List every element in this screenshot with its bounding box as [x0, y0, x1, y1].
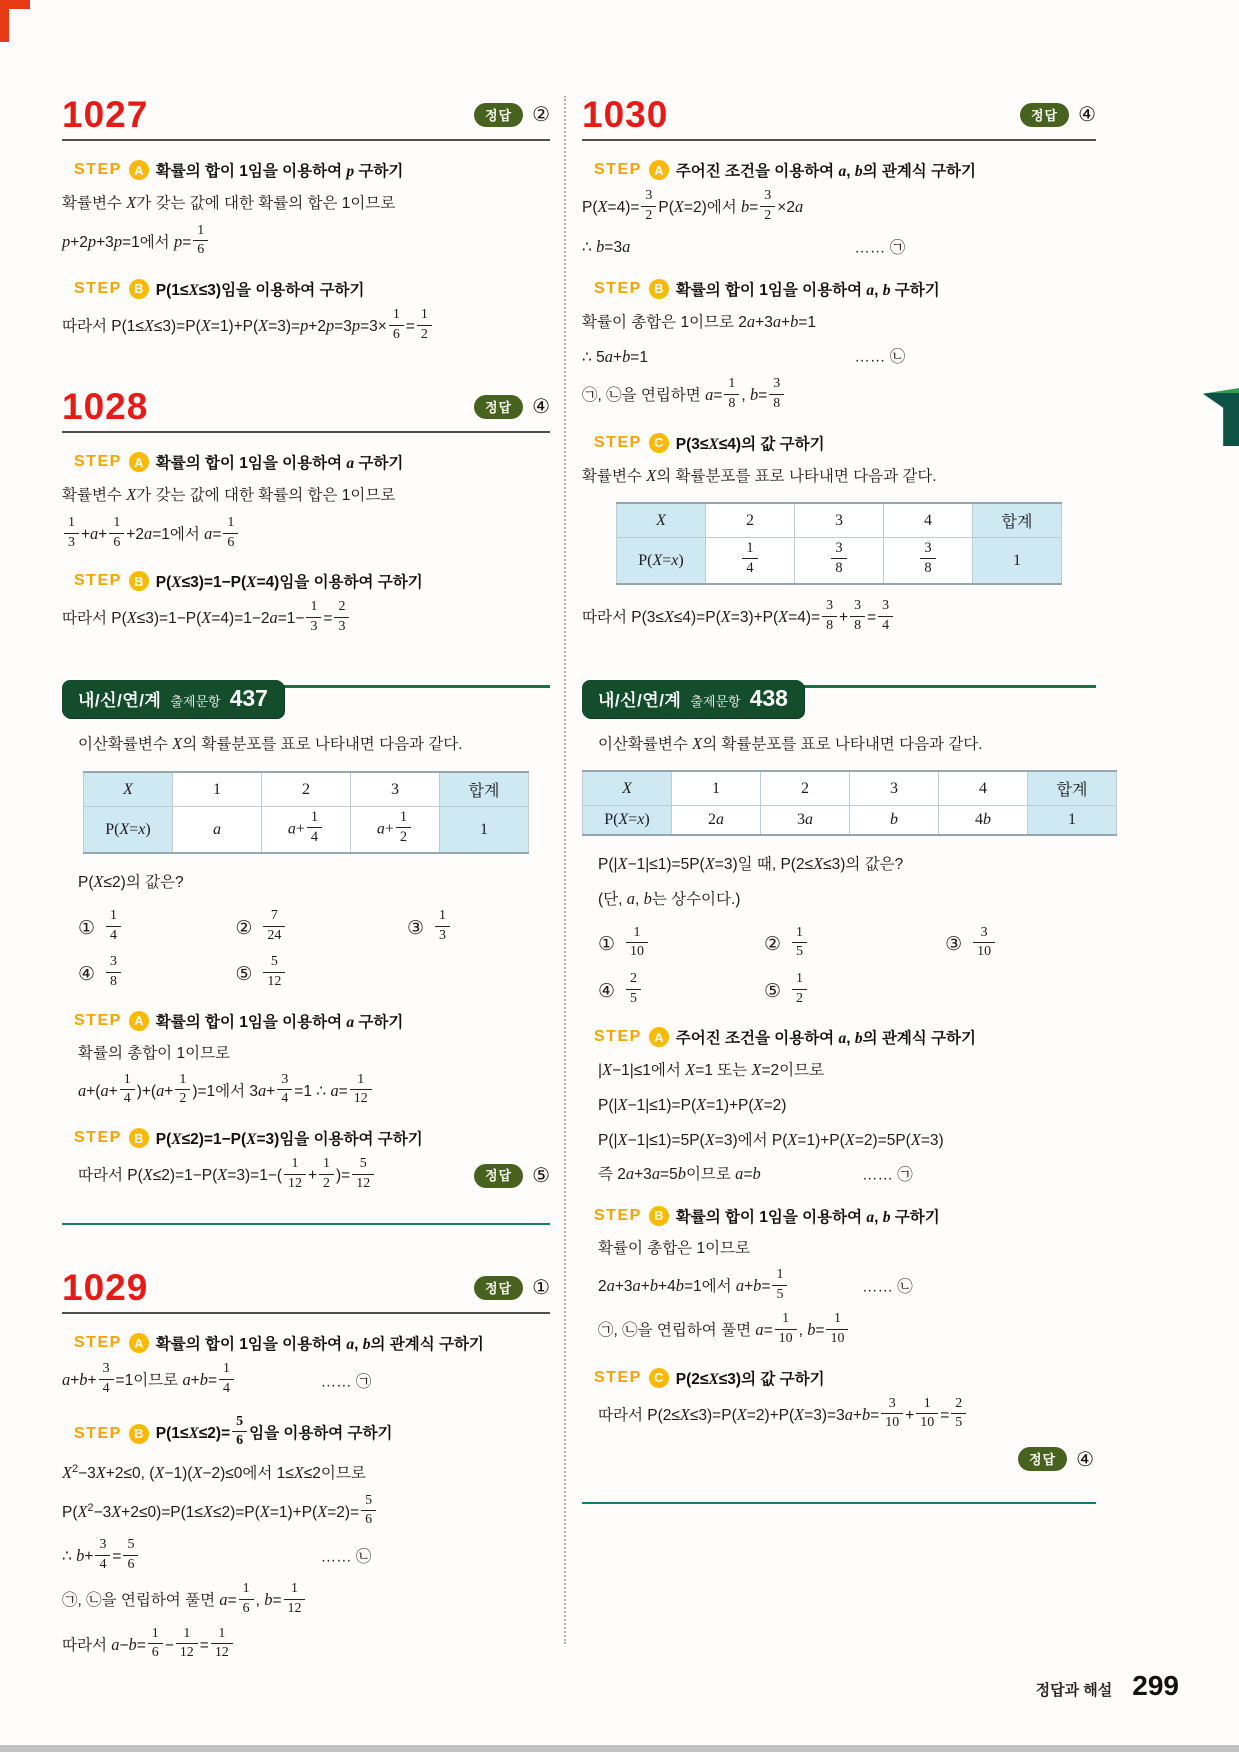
- page-footer: [1036, 1670, 1179, 1702]
- badge-rule: [787, 685, 1096, 688]
- answer-number: ②: [532, 104, 550, 126]
- solution-line: P(X=4)= $\frac{3}{2}$ P(X=2)에서 b= $\frac{3}{2}$ ×2a: [582, 188, 804, 223]
- fraction: $\frac{3}{8}$: [822, 599, 837, 633]
- step-label: STEP: [594, 1368, 642, 1386]
- fraction: $\frac{2}{5}$: [951, 1397, 966, 1431]
- fraction: $\frac{1}{3}$: [64, 516, 79, 550]
- fraction: $\frac{3}{2}$: [760, 189, 775, 223]
- fraction: $\frac{1}{10}$: [916, 1397, 938, 1431]
- step-label: STEP: [74, 1424, 122, 1442]
- step-header: [74, 1332, 550, 1354]
- table-cell: X: [84, 772, 173, 807]
- reference-tag: …… ㉠: [861, 1165, 913, 1183]
- fraction: $\frac{3}{4}$: [878, 599, 893, 633]
- inline-answer: [474, 1161, 550, 1191]
- step-title: 확률의 합이 1임을 이용하여 a, b 구하기: [675, 1208, 940, 1226]
- solution-line: 확률이 총합은 1이므로 2a+3a+b=1: [582, 311, 817, 331]
- option-value: [790, 924, 809, 962]
- table-row: [84, 807, 529, 854]
- problem-header: [62, 96, 550, 133]
- step-title: 주어진 조건을 이용하여 a, b의 관계식 구하기: [675, 163, 977, 180]
- option-value: [261, 954, 287, 991]
- footer-label: 정답과 해설: [1035, 1682, 1113, 1699]
- reference-tag: …… ㉡: [320, 1548, 372, 1566]
- fraction: $\frac{1}{4}$: [742, 541, 757, 576]
- header-rule: [62, 139, 550, 141]
- table-header-row: [84, 772, 529, 807]
- fraction: $\frac{1}{12}$: [284, 1582, 306, 1616]
- section-437: [62, 680, 550, 1225]
- bookmark-tab: [1203, 388, 1239, 446]
- table-cell: 4: [884, 503, 973, 538]
- solution-line: a+b+ $\frac{3}{4}$ =1이므로 a+b= $\frac{1}{4}$ …… ㉠: [62, 1361, 372, 1397]
- problem-answer: [474, 394, 550, 425]
- answer-number: ⑤: [532, 1165, 550, 1188]
- header-rule: [62, 1312, 550, 1314]
- distribution-table: [83, 771, 529, 854]
- fraction: $\frac{1}{2}$: [417, 308, 432, 342]
- table-cell: a+ $\frac{1}{4}$: [262, 807, 351, 854]
- table-cell: [795, 538, 884, 585]
- step-label: STEP: [74, 161, 122, 178]
- step-label: STEP: [594, 161, 642, 178]
- step-label: STEP: [74, 572, 122, 590]
- distribution-table: [616, 502, 1062, 585]
- step-label: STEP: [594, 1028, 642, 1046]
- step-title: 주어진 조건을 이용하여 a, b의 관계식 구하기: [675, 1030, 977, 1048]
- problem-header: [62, 386, 550, 428]
- fraction: $\frac{3}{10}$: [881, 1397, 903, 1431]
- fraction: $\frac{5}{12}$: [263, 955, 285, 989]
- fraction: $\frac{1}{10}$: [626, 926, 648, 960]
- step-letter-badge: B: [129, 1424, 149, 1444]
- step-header: [74, 1010, 550, 1032]
- step-letter-badge: B: [129, 571, 149, 591]
- step-letter-badge: A: [649, 160, 669, 180]
- reference-tag: …… ㉠: [320, 1372, 372, 1390]
- solution-line: ㉠, ㉡을 연립하면 a= $\frac{1}{8}$ , b= $\frac{3}{8}$: [582, 379, 1096, 413]
- fraction: $\frac{3}{10}$: [973, 926, 995, 960]
- left-column: [62, 96, 550, 1707]
- option-mark: ②: [235, 917, 253, 939]
- fraction: $\frac{5}{6}$: [123, 1538, 138, 1572]
- table-cell: 4b: [939, 806, 1028, 836]
- step-letter-badge: B: [129, 1128, 149, 1148]
- fraction: $\frac{1}{12}$: [284, 1157, 306, 1191]
- option-item: [78, 954, 235, 991]
- fraction: $\frac{2}{5}$: [626, 972, 641, 1006]
- solution-line: 즉 2a+3a=5b이므로 a=b …… ㉠: [598, 1162, 1096, 1187]
- solution-line: ∴ b=3a …… ㉠: [582, 235, 1096, 260]
- option-item: [945, 924, 1096, 962]
- solution-line: 따라서 P(3≤X≤4)=P(X=3)+P(X=4)= $\frac{3}{8}$ + $\frac{3}{8}$ = $\frac{3}{4}$: [582, 601, 1096, 635]
- option-mark: ②: [764, 934, 782, 956]
- step-header: [594, 1205, 1096, 1227]
- section-1029: [62, 1269, 550, 1663]
- solution-line: $P(X^2-3X+2\le 0)=P(1\le X\le 2)=P(X=1)+P(X=2)=$ $\frac{5}{6}$: [62, 1496, 550, 1530]
- step-title: 확률의 합이 1임을 이용하여 a 구하기: [155, 455, 404, 473]
- answer-number: ④: [1076, 1448, 1094, 1471]
- fraction: $\frac{5}{12}$: [352, 1157, 374, 1191]
- fraction: $\frac{7}{24}$: [263, 909, 285, 943]
- header-rule: [582, 139, 1096, 141]
- solution-line: P(X≤2)의 값은?: [78, 872, 184, 892]
- fraction: $\frac{1}{6}$: [148, 1627, 163, 1661]
- problem-number: 1028: [62, 386, 149, 428]
- option-value: [433, 908, 452, 945]
- option-mark: ④: [598, 980, 616, 1002]
- section-438: [582, 680, 1096, 1504]
- fraction: $\frac{1}{12}$: [176, 1627, 198, 1661]
- right-column: [582, 96, 1096, 1548]
- fraction: $\frac{1}{2}$: [792, 972, 807, 1006]
- fraction: $\frac{3}{4}$: [277, 1073, 292, 1107]
- solution-line: 확률이 총합은 1이므로: [598, 1239, 750, 1257]
- table-cell: 1: [672, 771, 761, 806]
- section-1027: [62, 96, 550, 344]
- answer-options: [598, 924, 1096, 1009]
- table-row: [617, 538, 1062, 585]
- answer-badge: 정답: [474, 1164, 523, 1189]
- answer-badge: 정답: [474, 103, 523, 127]
- answer-number: ④: [1078, 104, 1096, 126]
- table-cell: 2: [761, 771, 850, 806]
- solution-line: ∴ b+ $\frac{3}{4}$ = $\frac{5}{6}$ …… ㉡: [62, 1537, 372, 1572]
- reference-tag: …… ㉡: [854, 348, 906, 366]
- option-mark: ⑤: [235, 963, 253, 985]
- option-item: [764, 924, 945, 962]
- step-letter-badge: A: [129, 160, 149, 180]
- option-value: [624, 970, 643, 1008]
- solution-line: P(|X−1|≤1)=5P(X=3)에서 P(X=1)+P(X=2)=5P(X=3): [598, 1129, 944, 1149]
- solution-line: $\frac{1}{3}$ +a+ $\frac{1}{6}$ +2a=1에서 a= $\frac{1}{6}$: [62, 518, 550, 552]
- solution-line: P(|X−1|≤1)=5P(X=3)일 때, P(2≤X≤3)의 값은?: [598, 854, 904, 874]
- option-item: [598, 970, 764, 1008]
- option-item: [764, 970, 945, 1008]
- badge-number: 437: [229, 685, 268, 712]
- fraction: $\frac{1}{5}$: [792, 926, 807, 960]
- step-title: P(3≤X≤4)의 값 구하기: [675, 435, 825, 453]
- solution-text: 확률변수 X가 갖는 값에 대한 확률의 합은 1이므로: [62, 193, 396, 212]
- step-letter-badge: A: [649, 1027, 669, 1047]
- table-header-row: [583, 771, 1117, 806]
- solution-line: a+(a+ $\frac{1}{4}$ )+(a+ $\frac{1}{2}$ )=1에서 3a+ $\frac{3}{4}$ =1 ∴ a= $\frac{1}{12}$: [78, 1075, 550, 1109]
- solution-line: 따라서 P(X≤3)=1−P(X=4)=1−2a=1− $\frac{1}{3}$ = $\frac{2}{3}$: [62, 602, 550, 636]
- step-label: STEP: [74, 1129, 122, 1147]
- section-1030: [582, 96, 1096, 636]
- fraction: $\frac{1}{6}$: [223, 516, 238, 550]
- problem-header: [582, 96, 1096, 133]
- fraction: $\frac{1}{5}$: [772, 1268, 787, 1302]
- bottom-edge-strip: [0, 1745, 1239, 1752]
- fraction: $\frac{1}{6}$: [109, 516, 124, 550]
- reference-tag: …… ㉠: [854, 238, 906, 256]
- fraction: $\frac{1}{6}$: [239, 1582, 254, 1616]
- solution-line: ㉠, ㉡을 연립하여 풀면 a= $\frac{1}{10}$ , b= $\frac{1}{10}$: [598, 1314, 1096, 1348]
- fraction: $\frac{5}{6}$: [232, 1415, 247, 1449]
- badge-rule: [267, 685, 550, 688]
- step-label: STEP: [74, 453, 122, 471]
- solution-line: P(|X−1|≤1)=P(X=1)+P(X=2): [598, 1094, 787, 1114]
- fraction: $\frac{5}{6}$: [361, 1494, 376, 1528]
- fraction: $\frac{1}{8}$: [724, 377, 739, 411]
- step-letter-badge: C: [649, 1368, 669, 1388]
- step-letter-badge: B: [649, 1206, 669, 1226]
- option-mark: ⑤: [764, 980, 782, 1002]
- solution-line: ∴ 5a+b=1 …… ㉡: [582, 345, 1096, 370]
- solution-text: 확률의 총합이 1이므로: [78, 1044, 230, 1062]
- table-cell: 1: [973, 538, 1062, 585]
- solution-text: 이산확률변수 X의 확률분포를 표로 나타내면 다음과 같다.: [78, 734, 463, 754]
- answer-badge: 정답: [1020, 103, 1069, 127]
- option-item: [78, 908, 235, 945]
- step-label: STEP: [74, 279, 122, 297]
- table-cell: 2: [706, 503, 795, 538]
- problem-answer: [474, 1275, 550, 1306]
- step-header: [74, 1127, 550, 1149]
- table-cell: 4: [939, 771, 1028, 806]
- step-header: [594, 1026, 1096, 1048]
- linked-problem-badge: [62, 680, 284, 718]
- problem-answer: [474, 102, 550, 133]
- fraction: $\frac{3}{4}$: [99, 1362, 114, 1396]
- solution-line: ㉠, ㉡을 연립하여 풀면 a= $\frac{1}{6}$ , b= $\frac{1}{12}$: [62, 1584, 550, 1618]
- table-cell: P(X=x): [617, 538, 706, 585]
- option-item: [406, 908, 550, 945]
- answer-row: [584, 1447, 1094, 1472]
- table-cell: 3: [351, 772, 440, 807]
- section-divider: [582, 1502, 1096, 1504]
- badge-number: 438: [749, 684, 788, 711]
- badge-sub-label: 출제문항: [690, 693, 741, 709]
- badge-series-label: 내/신/연/계: [78, 691, 162, 711]
- fraction: $\frac{3}{8}$: [769, 377, 784, 411]
- step-title: 확률의 합이 1임을 이용하여 a, b 구하기: [675, 281, 940, 299]
- step-label: STEP: [594, 433, 642, 451]
- header-rule: [62, 431, 550, 433]
- step-letter-badge: C: [649, 433, 669, 453]
- solution-line: 따라서 a−b= $\frac{1}{6}$ − $\frac{1}{12}$ = $\frac{1}{12}$: [62, 1629, 550, 1663]
- option-mark: ①: [598, 934, 616, 956]
- step-label: STEP: [74, 1334, 122, 1352]
- step-header: [74, 278, 550, 300]
- step-header: [594, 159, 1096, 181]
- badge-sub-label: 출제문항: [170, 694, 221, 710]
- solution-text: 이산확률변수 X의 확률분포를 표로 나타내면 다음과 같다.: [598, 733, 983, 753]
- step-letter-badge: B: [129, 279, 149, 299]
- problem-number: 1030: [582, 94, 669, 135]
- table-header-row: [617, 503, 1062, 538]
- step-label: STEP: [74, 1011, 122, 1029]
- fraction: $\frac{1}{4}$: [120, 1073, 135, 1107]
- fraction: $\frac{1}{4}$: [106, 909, 121, 943]
- option-mark: ③: [406, 917, 425, 939]
- fraction: $\frac{3}{8}$: [106, 955, 121, 989]
- solution-line: $X^2-3X+2\le 0$, (X−1)(X−2)≤0에서 1≤X≤2이므로: [62, 1462, 366, 1483]
- distribution-table: [582, 770, 1117, 836]
- solution-text: 확률변수 X가 갖는 값에 대한 확률의 합은 1이므로: [62, 485, 396, 505]
- table-cell: 3: [795, 503, 884, 538]
- table-cell: [884, 538, 973, 585]
- fraction: $\frac{1}{6}$: [389, 308, 404, 342]
- problem-number: 1029: [62, 1267, 149, 1309]
- problem-answer: [1020, 102, 1096, 133]
- step-title: P(X≤2)=1−P(X=3)임을 이용하여 구하기: [155, 1131, 423, 1149]
- table-cell: a: [173, 807, 262, 854]
- linked-problem-header: [62, 680, 550, 720]
- table-cell: 1: [173, 772, 262, 807]
- step-label: STEP: [594, 279, 642, 297]
- step-letter-badge: A: [129, 452, 149, 472]
- option-mark: ④: [78, 963, 96, 985]
- badge-series-label: 내/신/연/계: [598, 690, 682, 710]
- fraction: $\frac{1}{2}$: [319, 1157, 334, 1191]
- table-cell: b: [850, 806, 939, 836]
- step-letter-badge: A: [129, 1011, 149, 1031]
- fraction: $\frac{3}{8}$: [850, 599, 865, 633]
- table-cell: P(X=x): [84, 807, 173, 854]
- step-title: 확률의 합이 1임을 이용하여 a, b의 관계식 구하기: [155, 1336, 484, 1354]
- table-cell: 1: [1028, 806, 1117, 836]
- solution-text: 확률변수 X의 확률분포를 표로 나타내면 다음과 같다.: [582, 465, 937, 485]
- fraction: $\frac{1}{2}$: [396, 810, 411, 845]
- table-cell: X: [583, 771, 672, 806]
- option-value: [624, 924, 650, 962]
- fraction: $\frac{1}{10}$: [775, 1312, 797, 1346]
- fraction: $\frac{1}{6}$: [193, 224, 208, 258]
- table-cell: 2a: [672, 806, 761, 836]
- fraction: $\frac{1}{4}$: [307, 810, 322, 845]
- step-header: [74, 1413, 550, 1451]
- step-header: [594, 278, 1096, 300]
- table-cell: P(X=x): [583, 806, 672, 836]
- fraction: $\frac{1}{12}$: [350, 1073, 372, 1107]
- fraction: $\frac{3}{8}$: [920, 541, 935, 576]
- solution-line: p+2p+3p=1에서 p= $\frac{1}{6}$: [62, 226, 550, 260]
- linked-problem-badge: [582, 680, 804, 718]
- linked-problem-header: [582, 680, 1096, 720]
- fraction: $\frac{2}{3}$: [334, 600, 349, 634]
- column-divider: [564, 96, 566, 1644]
- fraction: $\frac{3}{8}$: [831, 541, 846, 576]
- footer-page-number: 299: [1132, 1670, 1179, 1701]
- table-cell: X: [617, 503, 706, 538]
- table-cell: 합계: [440, 772, 529, 807]
- option-item: [598, 924, 764, 962]
- option-value: [104, 954, 123, 991]
- option-mark: ③: [945, 934, 963, 956]
- step-label: STEP: [594, 1206, 642, 1224]
- fraction: $\frac{1}{10}$: [826, 1312, 848, 1346]
- fraction: $\frac{1}{3}$: [306, 600, 321, 634]
- fraction: $\frac{1}{4}$: [219, 1362, 234, 1396]
- step-letter-badge: A: [129, 1333, 149, 1353]
- fraction: $\frac{1}{12}$: [211, 1627, 233, 1661]
- table-cell: a+ $\frac{1}{2}$: [351, 807, 440, 854]
- solution-line: 따라서 P(X≤2)=1−P(X=3)=1−( $\frac{1}{12}$ + $\frac{1}{2}$ )= $\frac{5}{12}$ 정답 ⑤: [78, 1156, 550, 1191]
- step-header: [74, 451, 550, 473]
- step-title: P(2≤X≤3)의 값 구하기: [675, 1370, 825, 1388]
- reference-tag: …… ㉡: [861, 1278, 913, 1296]
- solution-line: 따라서 P(2≤X≤3)=P(X=2)+P(X=3)=3a+b= $\frac{3}{10}$ + $\frac{1}{10}$ = $\frac{2}{5}$: [598, 1399, 1096, 1433]
- step-header: [74, 570, 550, 592]
- fraction: $\frac{3}{4}$: [95, 1538, 110, 1572]
- step-header: [594, 432, 1096, 454]
- step-title: 확률의 합이 1임을 이용하여 p 구하기: [155, 163, 404, 180]
- step-letter-badge: B: [649, 279, 669, 299]
- table-cell: 2: [262, 772, 351, 807]
- answer-number: ①: [532, 1277, 550, 1300]
- answer-badge: 정답: [1018, 1447, 1067, 1471]
- option-item: [235, 908, 407, 945]
- option-mark: ①: [78, 917, 96, 939]
- table-cell: [706, 538, 795, 585]
- solution-line: 2a+3a+b+4b=1에서 a+b= $\frac{1}{5}$ …… ㉡: [598, 1267, 913, 1302]
- option-value: [104, 908, 123, 945]
- option-value: [261, 908, 287, 945]
- option-item: [235, 954, 407, 991]
- fraction: $\frac{1}{3}$: [435, 909, 450, 943]
- table-cell: 1: [440, 807, 529, 854]
- solution-line: |X−1|≤1에서 X=1 또는 X=2이므로: [598, 1060, 825, 1080]
- solution-line: (단, a, b는 상수이다.): [598, 889, 741, 909]
- step-title: P(1≤X≤3)임을 이용하여 구하기: [155, 281, 365, 299]
- table-row: [583, 806, 1117, 836]
- step-header: [594, 1367, 1096, 1389]
- step-title: 확률의 합이 1임을 이용하여 a 구하기: [155, 1013, 404, 1031]
- option-value: [790, 970, 809, 1008]
- step-title: P(X≤3)=1−P(X=4)임을 이용하여 구하기: [155, 574, 423, 592]
- answer-badge: 정답: [474, 1276, 523, 1300]
- table-cell: 3a: [761, 806, 850, 836]
- answer-options: [78, 908, 550, 992]
- problem-number: 1027: [62, 94, 149, 135]
- problem-header: [62, 1267, 550, 1309]
- step-header: [74, 159, 550, 181]
- answer-number: ④: [532, 396, 550, 419]
- fraction: $\frac{3}{2}$: [641, 189, 656, 223]
- table-cell: 합계: [1028, 771, 1117, 806]
- section-1028: [62, 388, 550, 636]
- step-title: P(1≤X≤2)= $\frac{5}{6}$ 임을 이용하여 구하기: [155, 1413, 393, 1449]
- answer-badge: 정답: [474, 395, 523, 419]
- fraction: $\frac{1}{2}$: [175, 1073, 190, 1107]
- table-cell: 합계: [973, 503, 1062, 538]
- option-value: [971, 924, 997, 962]
- table-cell: 3: [850, 771, 939, 806]
- solution-line: 따라서 P(1≤X≤3)=P(X=1)+P(X=3)=p+2p=3p=3× $\frac{1}{6}$ = $\frac{1}{2}$: [62, 310, 550, 344]
- section-divider: [62, 1223, 550, 1225]
